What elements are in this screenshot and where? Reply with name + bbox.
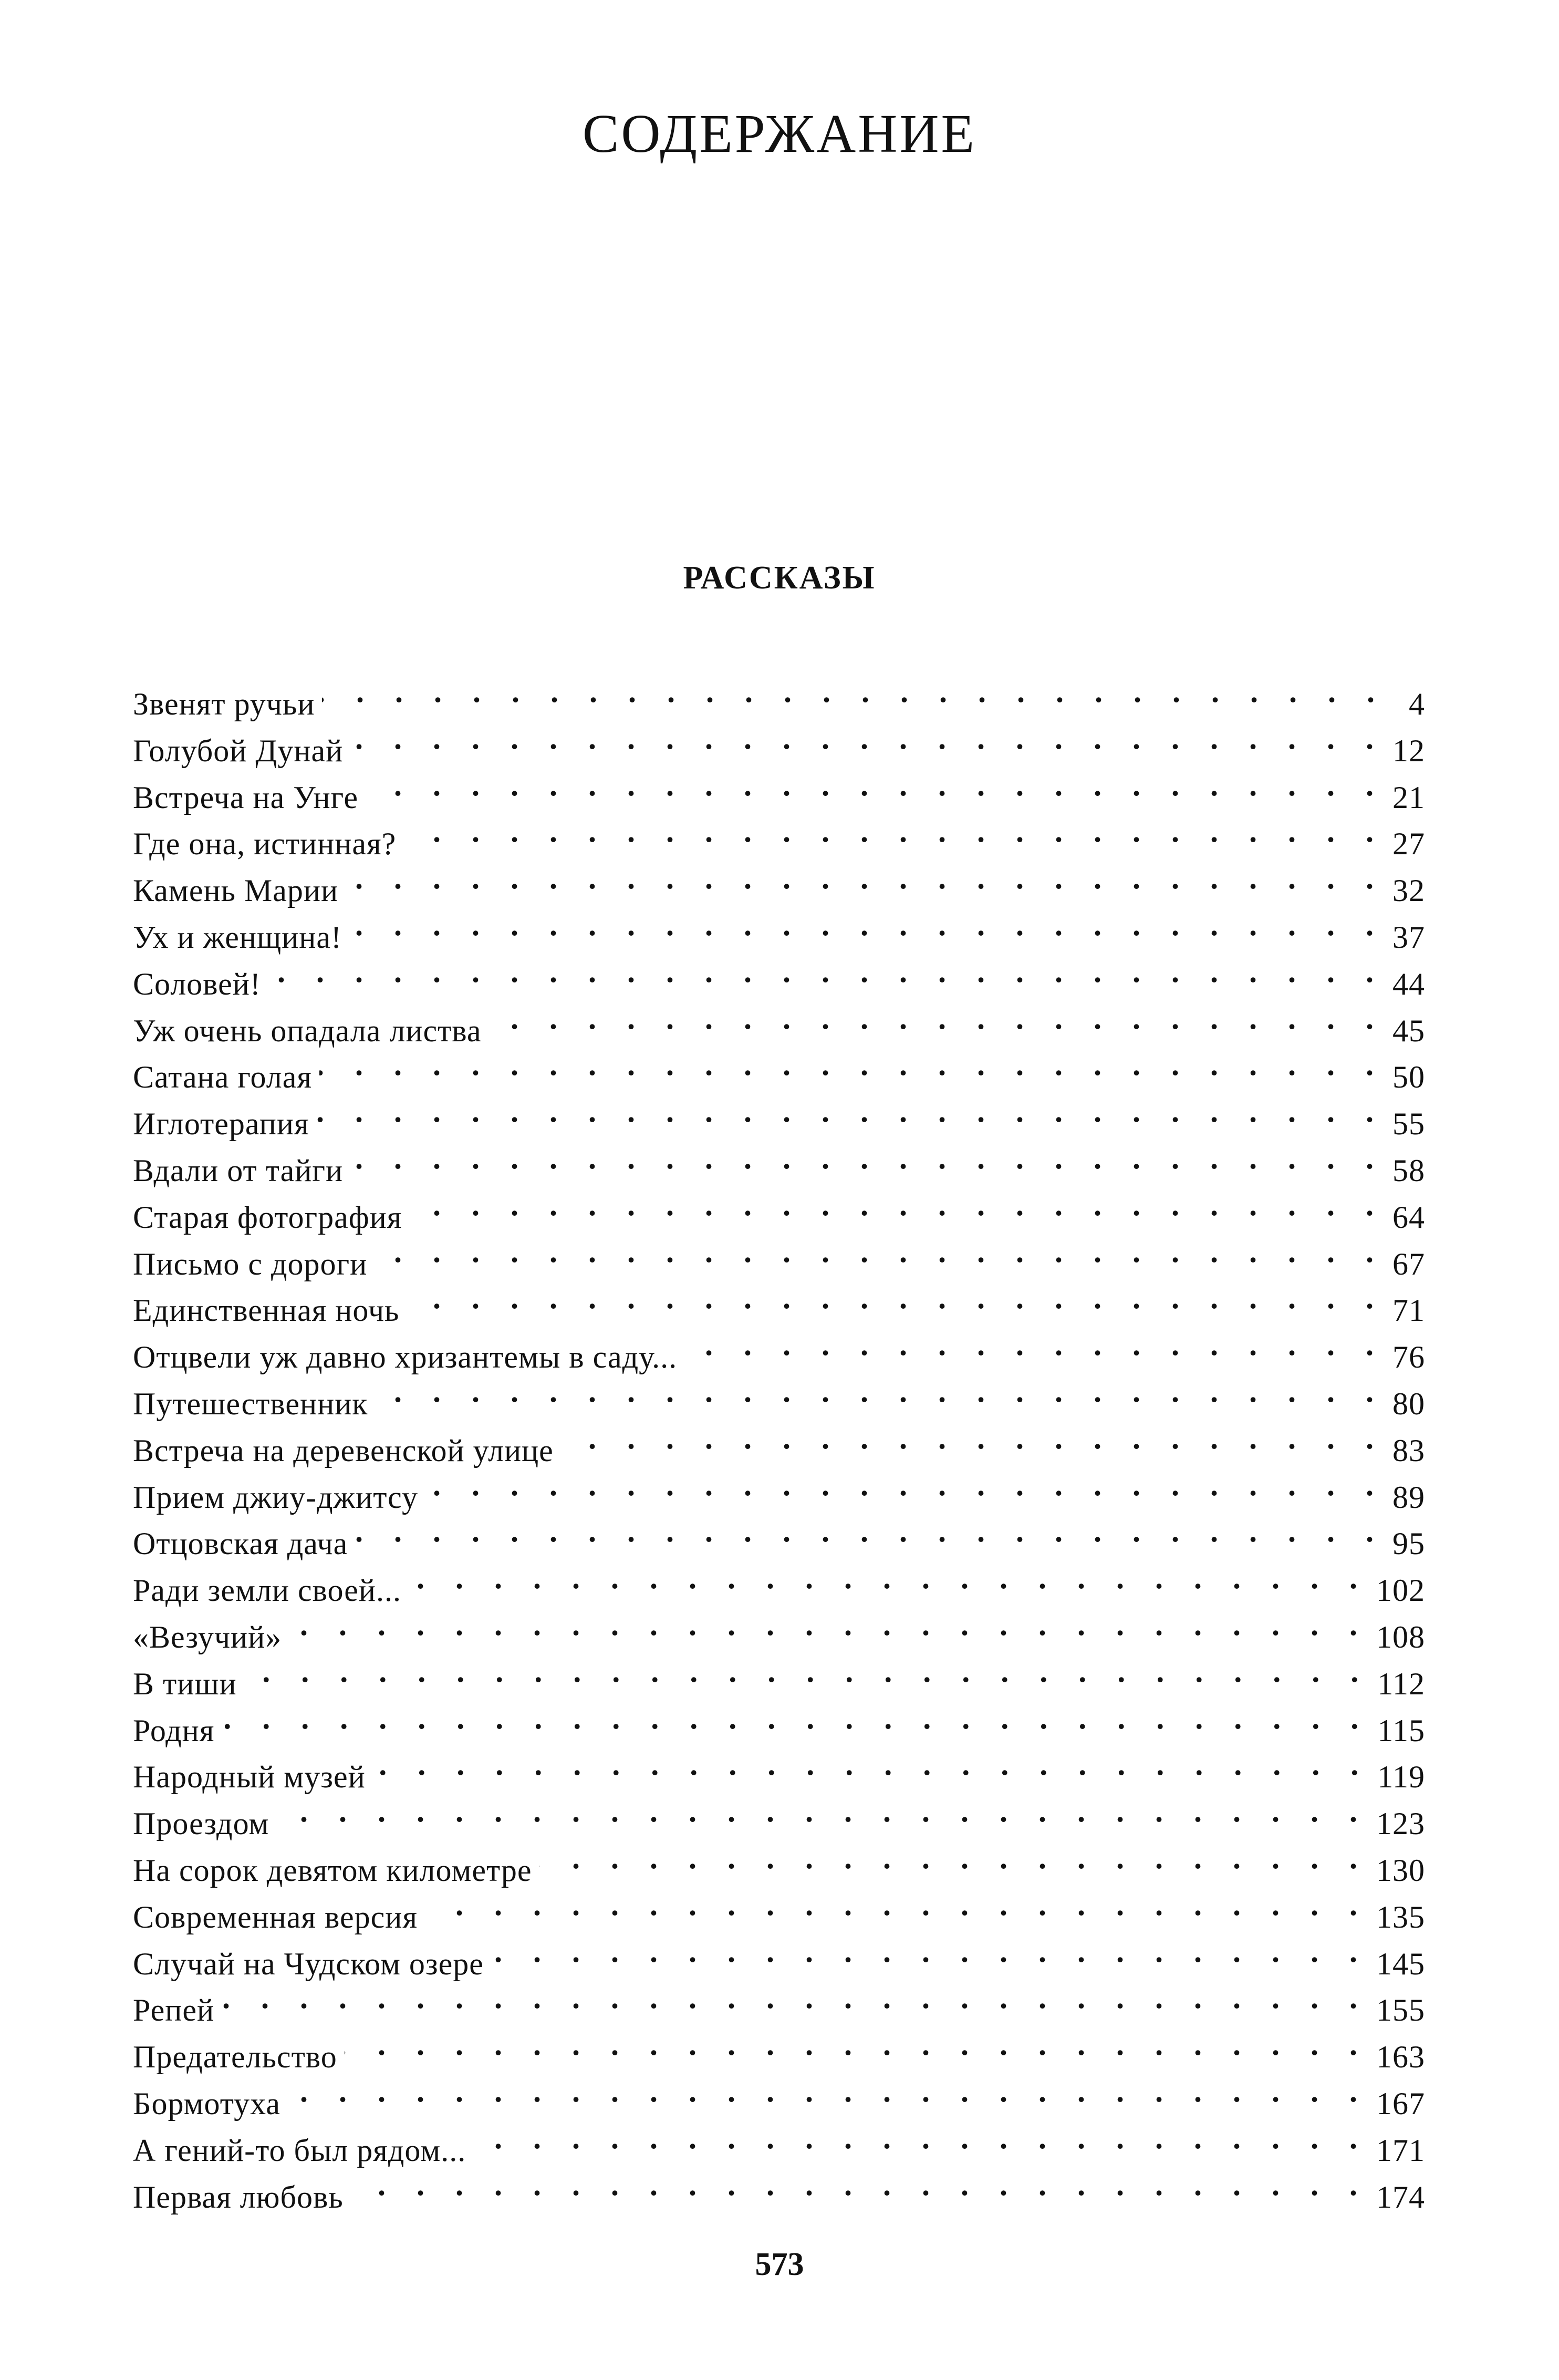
toc-entry-page: 155: [1376, 1993, 1425, 2028]
toc-entry-page: 145: [1376, 1946, 1425, 1981]
dot-leader: [491, 1928, 1369, 1974]
dot-leader: [425, 1881, 1369, 1928]
dot-leader: [268, 948, 1385, 995]
toc-entry: [133, 948, 1425, 1001]
toc-entry-page: 95: [1392, 1526, 1425, 1561]
toc-entry-page: 4: [1409, 687, 1425, 721]
table-of-contents: [133, 668, 1425, 2215]
dot-leader: [375, 1368, 1385, 1414]
dot-leader: [322, 668, 1386, 715]
page-number: 573: [755, 2247, 804, 2282]
toc-entry-page: 58: [1392, 1153, 1425, 1188]
toc-entry: [133, 1974, 1425, 2028]
toc-entry-page: 163: [1376, 2040, 1425, 2075]
dot-leader: [561, 1415, 1385, 1461]
toc-entry-page: 44: [1392, 966, 1425, 1001]
toc-entry-title: На сорок девятом километре: [133, 1853, 532, 1888]
toc-entry-page: 50: [1392, 1060, 1425, 1095]
toc-entry-title: Голубой Дунай: [133, 733, 344, 768]
toc-entry: [133, 1088, 1425, 1142]
toc-entry-title: Родня: [133, 1713, 215, 1748]
dot-leader: [355, 1508, 1385, 1554]
toc-entry-title: Где она, истинная?: [133, 826, 397, 862]
toc-entry-page: 171: [1376, 2133, 1425, 2168]
dot-leader: [346, 855, 1385, 901]
toc-entry-title: Народный музей: [133, 1760, 366, 1795]
toc-entry-title: Единственная ночь: [133, 1293, 400, 1328]
toc-entry-page: 64: [1392, 1199, 1425, 1235]
dot-leader: [473, 2115, 1369, 2161]
toc-entry-page: 135: [1376, 1899, 1425, 1934]
toc-entry-page: 12: [1392, 733, 1425, 768]
toc-entry-title: «Везучий»: [133, 1619, 282, 1654]
dot-leader: [276, 1788, 1369, 1834]
dot-leader: [319, 1041, 1385, 1088]
page-title: СОДЕРЖАНИЕ: [583, 104, 976, 164]
dot-leader: [489, 995, 1385, 1041]
toc-entry-title: Отцовская дача: [133, 1526, 348, 1561]
toc-entry-page: 167: [1376, 2086, 1425, 2121]
toc-entry-title: Проездом: [133, 1806, 269, 1841]
toc-entry-page: 37: [1392, 919, 1425, 955]
toc-entry: [133, 995, 1425, 1048]
toc-entry-title: Предательство: [133, 2040, 337, 2075]
toc-entry-page: 115: [1377, 1713, 1425, 1748]
toc-entry-page: 102: [1376, 1573, 1425, 1608]
dot-leader: [366, 762, 1385, 808]
dot-leader: [222, 1695, 1370, 1741]
dot-leader: [409, 1555, 1369, 1601]
toc-entry-page: 67: [1392, 1246, 1425, 1281]
toc-entry: [133, 1835, 1425, 1888]
toc-entry-page: 108: [1376, 1619, 1425, 1654]
toc-entry-page: 80: [1392, 1386, 1425, 1421]
toc-entry-title: Ух и женщина!: [133, 919, 342, 955]
toc-entry-title: Случай на Чудском озере: [133, 1946, 484, 1981]
toc-entry-page: 55: [1392, 1106, 1425, 1142]
dot-leader: [684, 1321, 1385, 1368]
toc-entry: [133, 2068, 1425, 2121]
toc-entry-title: Иглотерапия: [133, 1106, 309, 1142]
toc-entry-page: 119: [1377, 1760, 1425, 1795]
toc-entry-title: Вдали от тайги: [133, 1153, 344, 1188]
dot-leader: [244, 1648, 1370, 1694]
toc-entry-page: 89: [1392, 1479, 1425, 1515]
toc-entry-title: Бормотуха: [133, 2086, 280, 2121]
toc-entry-title: Соловей!: [133, 966, 261, 1001]
dot-leader: [351, 2161, 1369, 2208]
dot-leader: [317, 1088, 1385, 1134]
toc-entry-page: 112: [1377, 1666, 1425, 1701]
toc-entry-title: Отцвели уж давно хризантемы в саду...: [133, 1340, 678, 1375]
toc-entry: [133, 1648, 1425, 1701]
toc-entry-title: Старая фотография: [133, 1199, 402, 1235]
toc-entry-title: А гений-то был рядом...: [133, 2133, 466, 2168]
toc-entry-page: 45: [1392, 1013, 1425, 1048]
toc-entry-title: Сатана голая: [133, 1060, 312, 1095]
dot-leader: [350, 715, 1385, 761]
dot-leader: [373, 1741, 1370, 1787]
dot-leader: [289, 1601, 1369, 1648]
toc-entry: [133, 1601, 1425, 1654]
toc-entry-title: Камень Марии: [133, 873, 339, 908]
toc-entry: [133, 2021, 1425, 2075]
toc-entry-title: Письмо с дороги: [133, 1246, 368, 1281]
dot-leader: [409, 1182, 1385, 1228]
toc-entry: [133, 1695, 1425, 1748]
dot-leader: [222, 1974, 1369, 2021]
toc-entry: [133, 2115, 1425, 2168]
toc-entry-page: 83: [1392, 1433, 1425, 1468]
toc-entry-title: Путешественник: [133, 1386, 368, 1421]
toc-entry: [133, 1135, 1425, 1188]
toc-entry: [133, 715, 1425, 768]
toc-entry-title: Первая любовь: [133, 2179, 344, 2215]
toc-entry-title: Звенят ручьи: [133, 687, 315, 721]
toc-entry-page: 27: [1392, 826, 1425, 862]
toc-entry-page: 71: [1392, 1293, 1425, 1328]
dot-leader: [539, 1835, 1369, 1881]
toc-entry-title: Уж очень опадала листва: [133, 1013, 482, 1048]
toc-entry-page: 130: [1376, 1853, 1425, 1888]
toc-entry-title: В тиши: [133, 1666, 237, 1701]
toc-entry-title: Прием джиу-джитсу: [133, 1479, 418, 1515]
toc-entry-title: Репей: [133, 1993, 215, 2028]
toc-entry-page: 32: [1392, 873, 1425, 908]
toc-entry: [133, 1788, 1425, 1841]
toc-entry-page: 174: [1376, 2179, 1425, 2215]
toc-entry-title: Встреча на деревенской улице: [133, 1433, 554, 1468]
dot-leader: [288, 2068, 1369, 2114]
dot-leader: [425, 1462, 1385, 1508]
dot-leader: [350, 1135, 1385, 1181]
dot-leader: [407, 1275, 1385, 1321]
toc-entry-title: Современная версия: [133, 1899, 418, 1934]
dot-leader: [403, 808, 1385, 854]
toc-entry-title: Встреча на Унге: [133, 780, 359, 815]
section-title: РАССКАЗЫ: [683, 560, 876, 596]
dot-leader: [349, 902, 1385, 948]
toc-entry-page: 21: [1392, 780, 1425, 815]
toc-entry-title: Ради земли своей...: [133, 1573, 402, 1608]
toc-entry: [133, 1741, 1425, 1795]
toc-entry-page: 123: [1376, 1806, 1425, 1841]
toc-entry: [133, 668, 1425, 721]
toc-entry-page: 76: [1392, 1340, 1425, 1375]
dot-leader: [345, 2021, 1369, 2067]
toc-entry: [133, 1041, 1425, 1095]
dot-leader: [375, 1228, 1385, 1275]
